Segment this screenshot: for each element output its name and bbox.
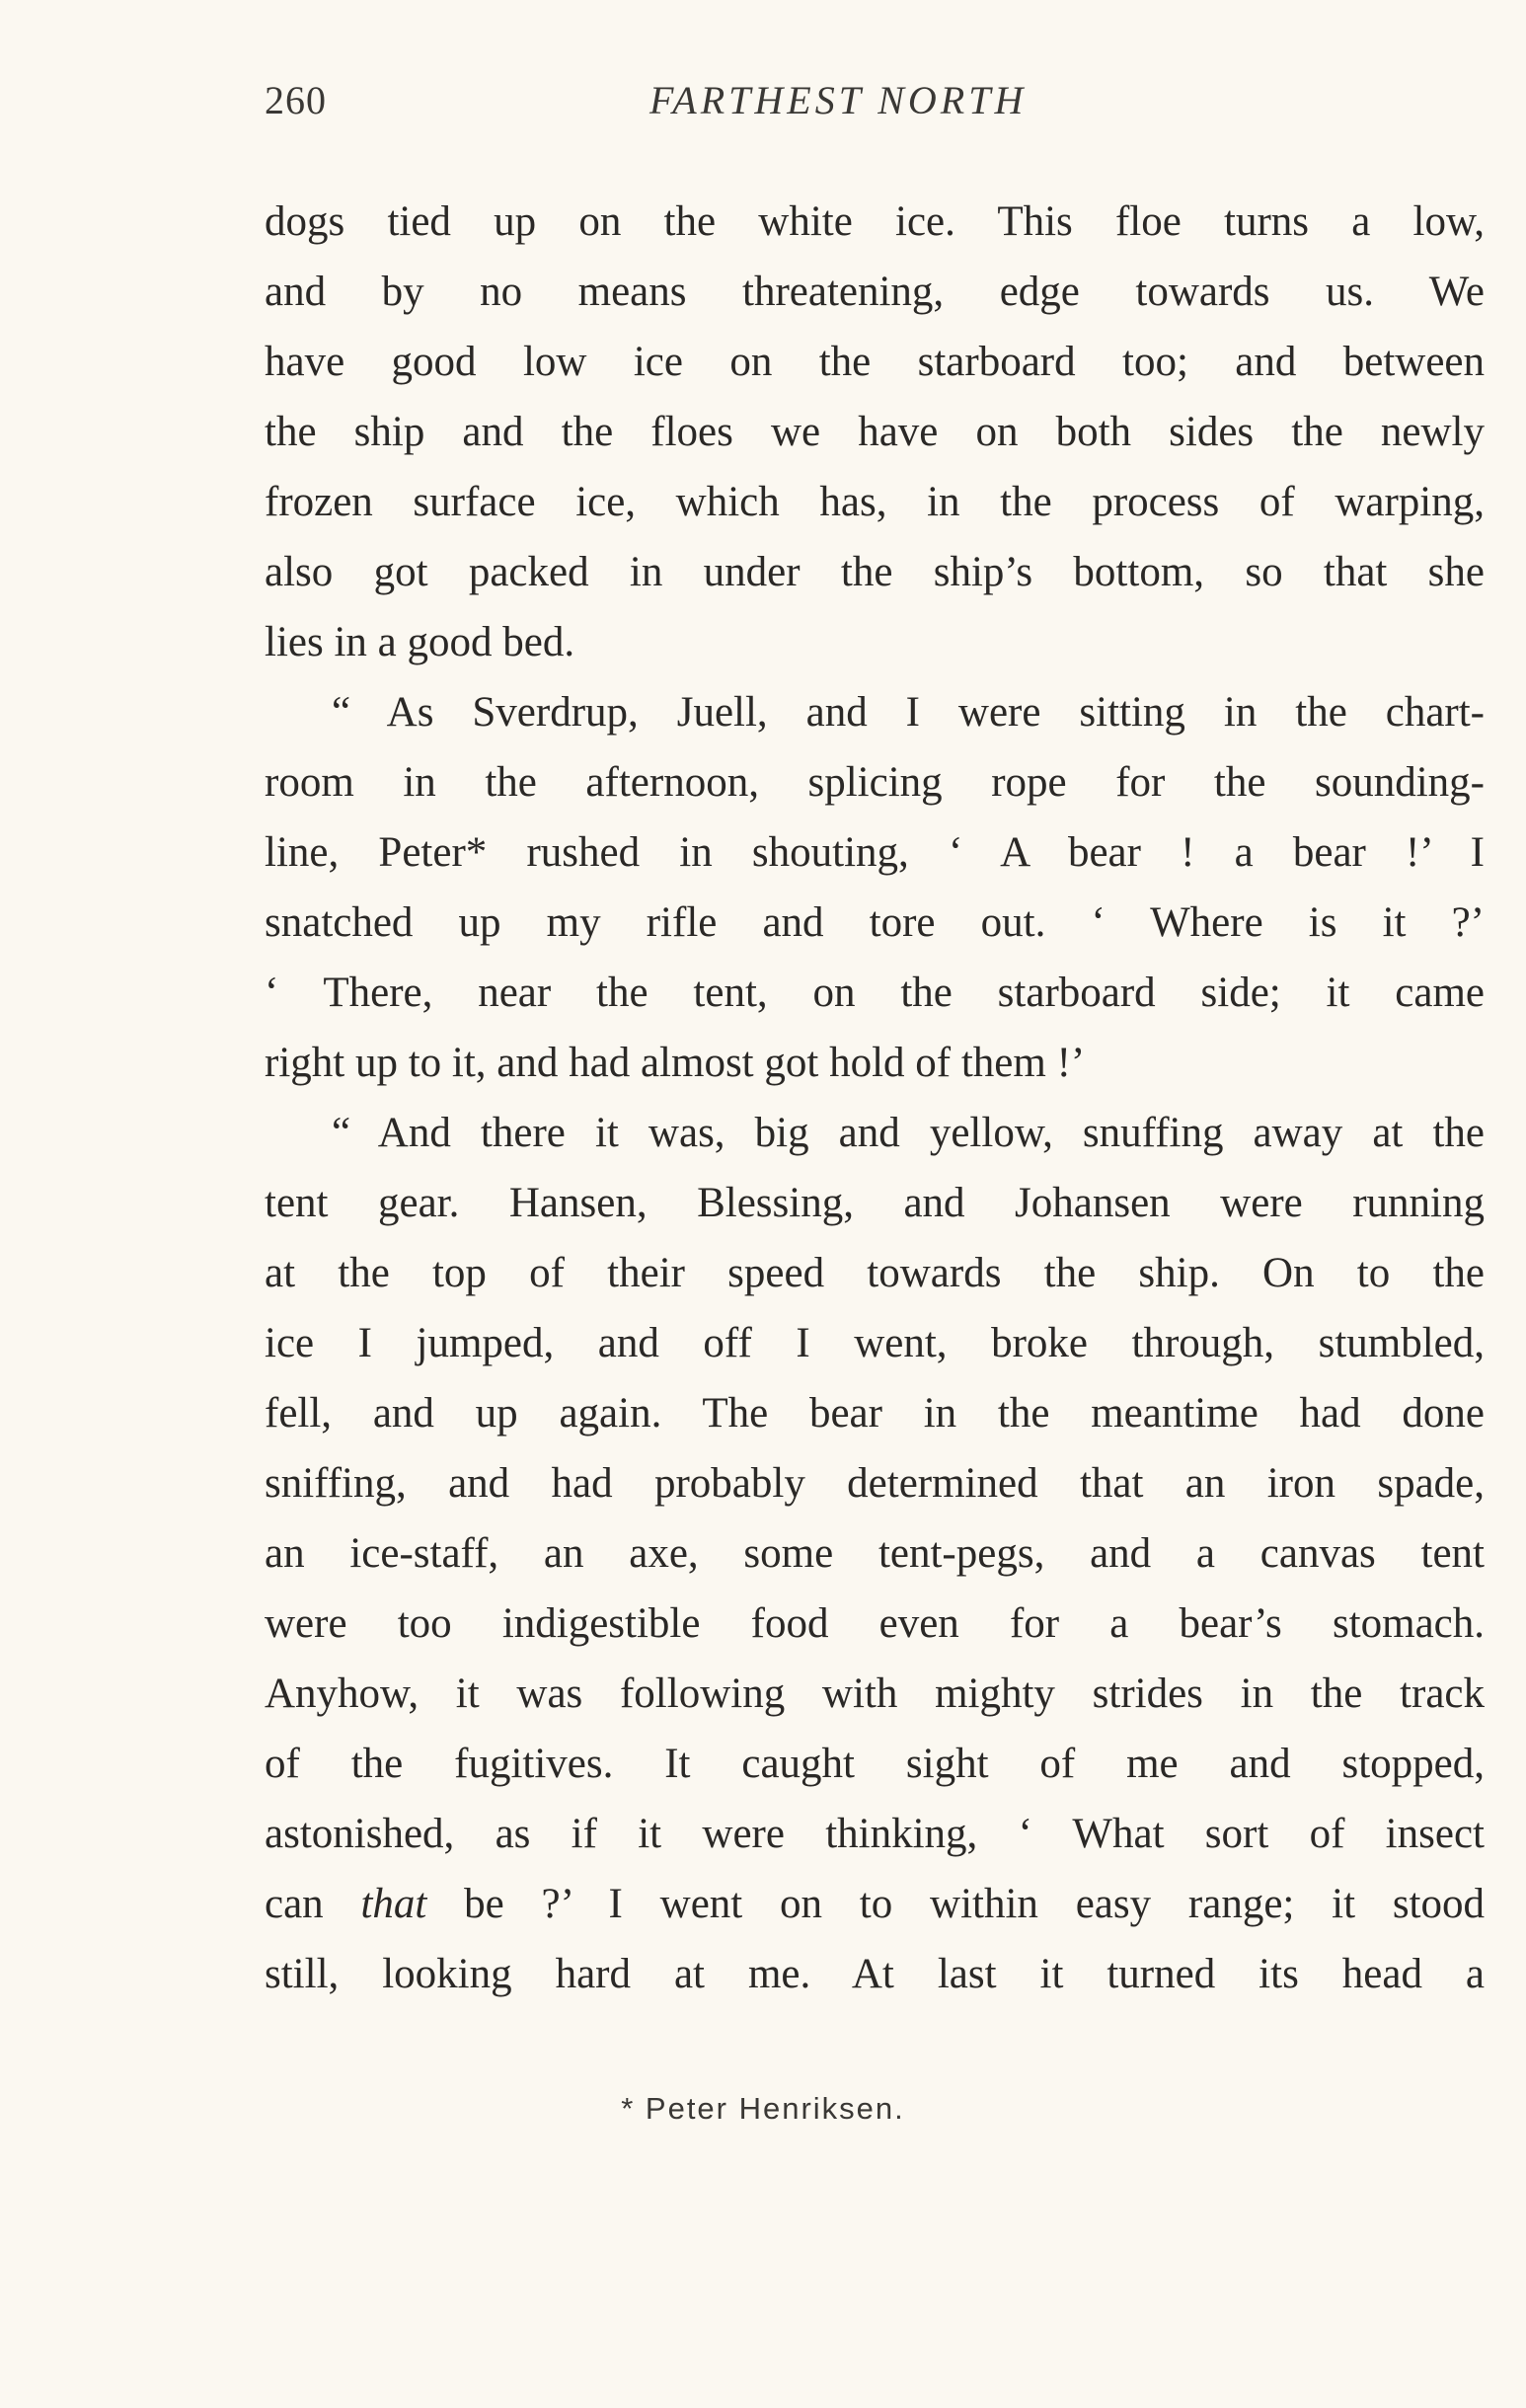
line-text-start: can (265, 1881, 361, 1927)
running-title: FARTHEST NORTH (649, 78, 1028, 122)
text-line: lies in a good bed. (265, 619, 575, 665)
text-line: frozen surface ice, which has, in the process of warping, (265, 479, 1485, 525)
text-line: snatched up my rifle and tore out. ‘ Where is it ?’ (265, 899, 1485, 946)
text-line: and by no means threatening, edge towards us. We (265, 269, 1485, 315)
text-line: also got packed in under the ship’s bottom, so that she (265, 549, 1485, 595)
page-number: 260 (265, 78, 327, 122)
text-line: an ice-staff, an axe, some tent-pegs, and a canvas tent (265, 1530, 1485, 1577)
text-line: were too indigestible food even for a bear’s stomach. (265, 1600, 1485, 1647)
text-line: “ And there it was, big and yellow, snuffing away at the (332, 1110, 1485, 1156)
footnote: * Peter Henriksen. (621, 2091, 905, 2126)
italic-emphasis: that (360, 1881, 427, 1927)
text-line: sniffing, and had probably determined that an iron spade, (265, 1460, 1485, 1507)
text-line: “ As Sverdrup, Juell, and I were sitting in the chart- (332, 689, 1485, 736)
text-line: fell, and up again. The bear in the meantime had done (265, 1390, 1485, 1437)
running-head (265, 77, 1485, 136)
text-line: right up to it, and had almost got hold of them !’ (265, 1040, 1086, 1086)
line-text-end: be ?’ I went on to within easy range; it stood (426, 1881, 1486, 1927)
text-line: astonished, as if it were thinking, ‘ What sort of insect (265, 1811, 1485, 1857)
text-line: still, looking hard at me. At last it turned its head a (265, 1951, 1485, 1997)
text-line: ‘ There, near the tent, on the starboard side; it came (265, 970, 1485, 1016)
text-line: line, Peter* rushed in shouting, ‘ A bear ! a bear !’ I (265, 829, 1485, 876)
text-line: the ship and the floes we have on both sides the newly (265, 409, 1485, 455)
text-line (265, 1869, 1485, 1939)
text-line: of the fugitives. It caught sight of me and stopped, (265, 1741, 1485, 1787)
body-text (265, 187, 1485, 2009)
text-line: ice I jumped, and off I went, broke through, stumbled, (265, 1320, 1485, 1366)
text-line: at the top of their speed towards the ship. On to the (265, 1250, 1485, 1296)
text-line: dogs tied up on the white ice. This floe turns a low, (265, 198, 1485, 245)
text-line: Anyhow, it was following with mighty strides in the track (265, 1670, 1485, 1717)
text-line: tent gear. Hansen, Blessing, and Johansen were running (265, 1180, 1485, 1226)
text-line: room in the afternoon, splicing rope for the sounding- (265, 759, 1485, 806)
text-line: have good low ice on the starboard too; and between (265, 339, 1485, 385)
